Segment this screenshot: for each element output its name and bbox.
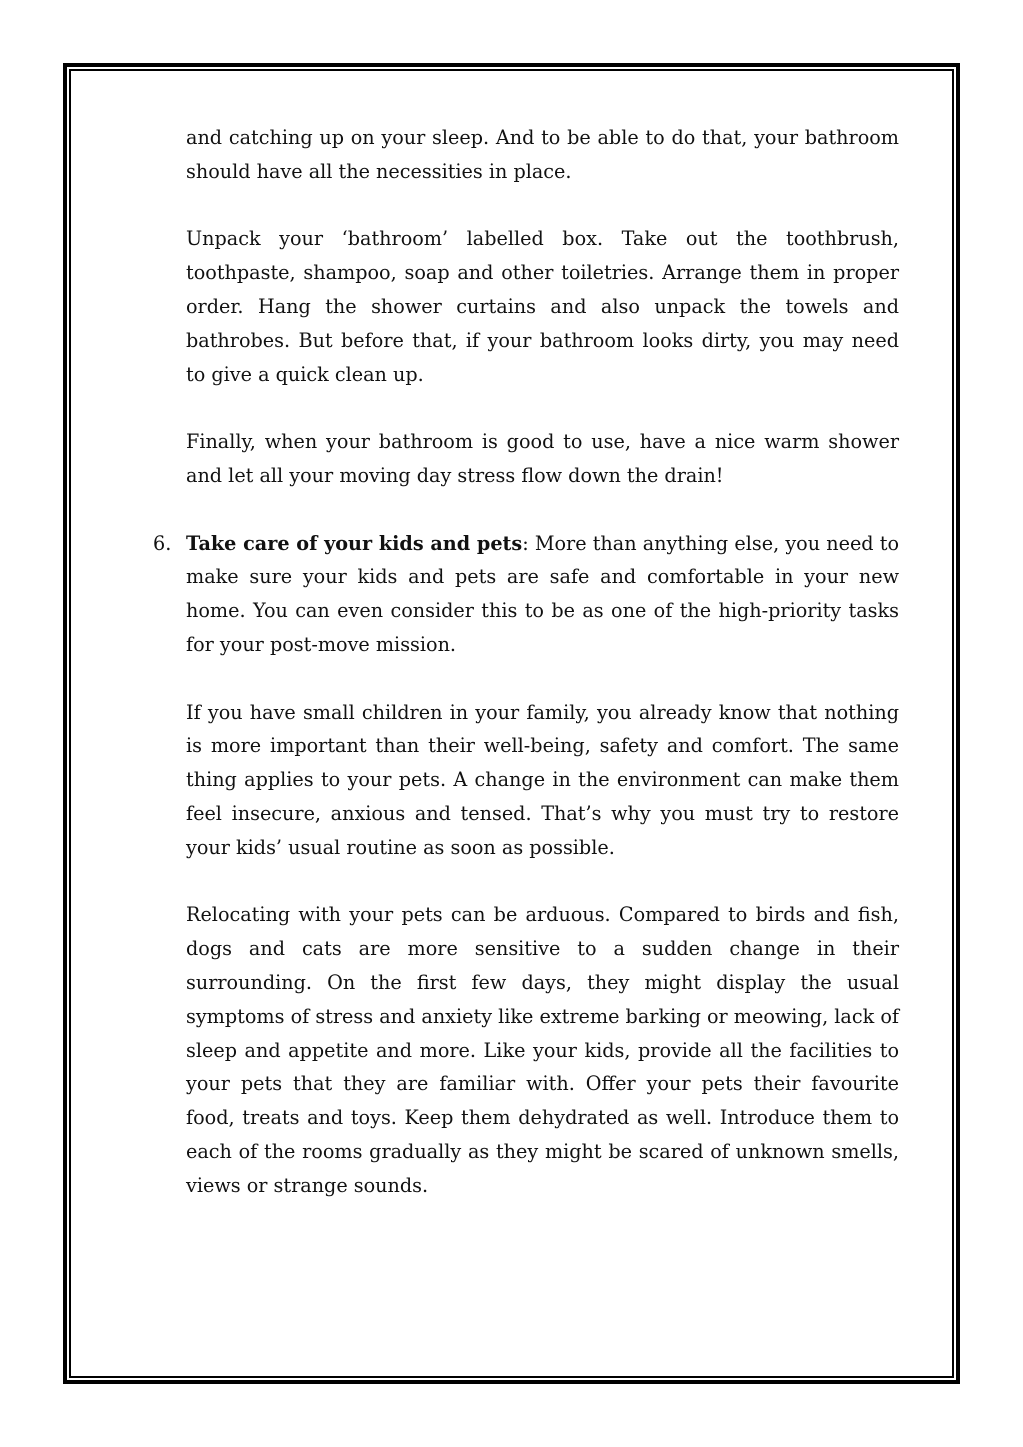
paragraph-bathroom-intro: and catching up on your sleep. And to be able to do that, your bathroom should have all the necessities in place. [186,126,899,183]
paragraph-children: If you have small children in your family, you already know that nothing is more important than their well-being, safety and comfort. The same thing applies to your pets. A change in the environment can make them feel insecure, anxious and tensed. That’s why you must try to restore your kids’ usual routine as soon as possible. [186,700,899,859]
paragraph-shower: Finally, when your bathroom is good to use, have a nice warm shower and let all your moving day stress flow down the drain! [186,430,899,487]
paragraph-unpack-bathroom: Unpack your ‘bathroom’ labelled box. Take out the toothbrush, toothpaste, shampoo, soap and other toiletries. Arrange them in proper order. Hang the shower curtains and also unpack the towels and bathrobes. But before that, if your bathroom looks dirty, you may need to give a quick clean up. [186,227,899,386]
document-body [153,121,900,1236]
list-item-6 [153,527,900,662]
paragraph-pets: Relocating with your pets can be arduous. Compared to birds and fish, dogs and cats are more sensitive to a sudden change in their surrounding. On the first few days, they might display the usual symptoms of stress and anxiety like extreme barking or meowing, lack of sleep and appetite and more. Like your kids, provide all the facilities to your pets that they are familiar with. Offer your pets their favourite food, treats and toys. Keep them dehydrated as well. Introduce them to each of the rooms gradually as they might be scared of unknown smells, views or strange sounds. [186,903,899,1197]
list-item-text: : More than anything else, you need to make sure your kids and pets are safe and comfortable in your new home. You can even consider this to be as one of the high-priority tasks for your post-move mission. [186,531,900,656]
list-item-heading: Take care of your kids and pets [186,531,523,555]
list-number: 6. [153,531,172,555]
